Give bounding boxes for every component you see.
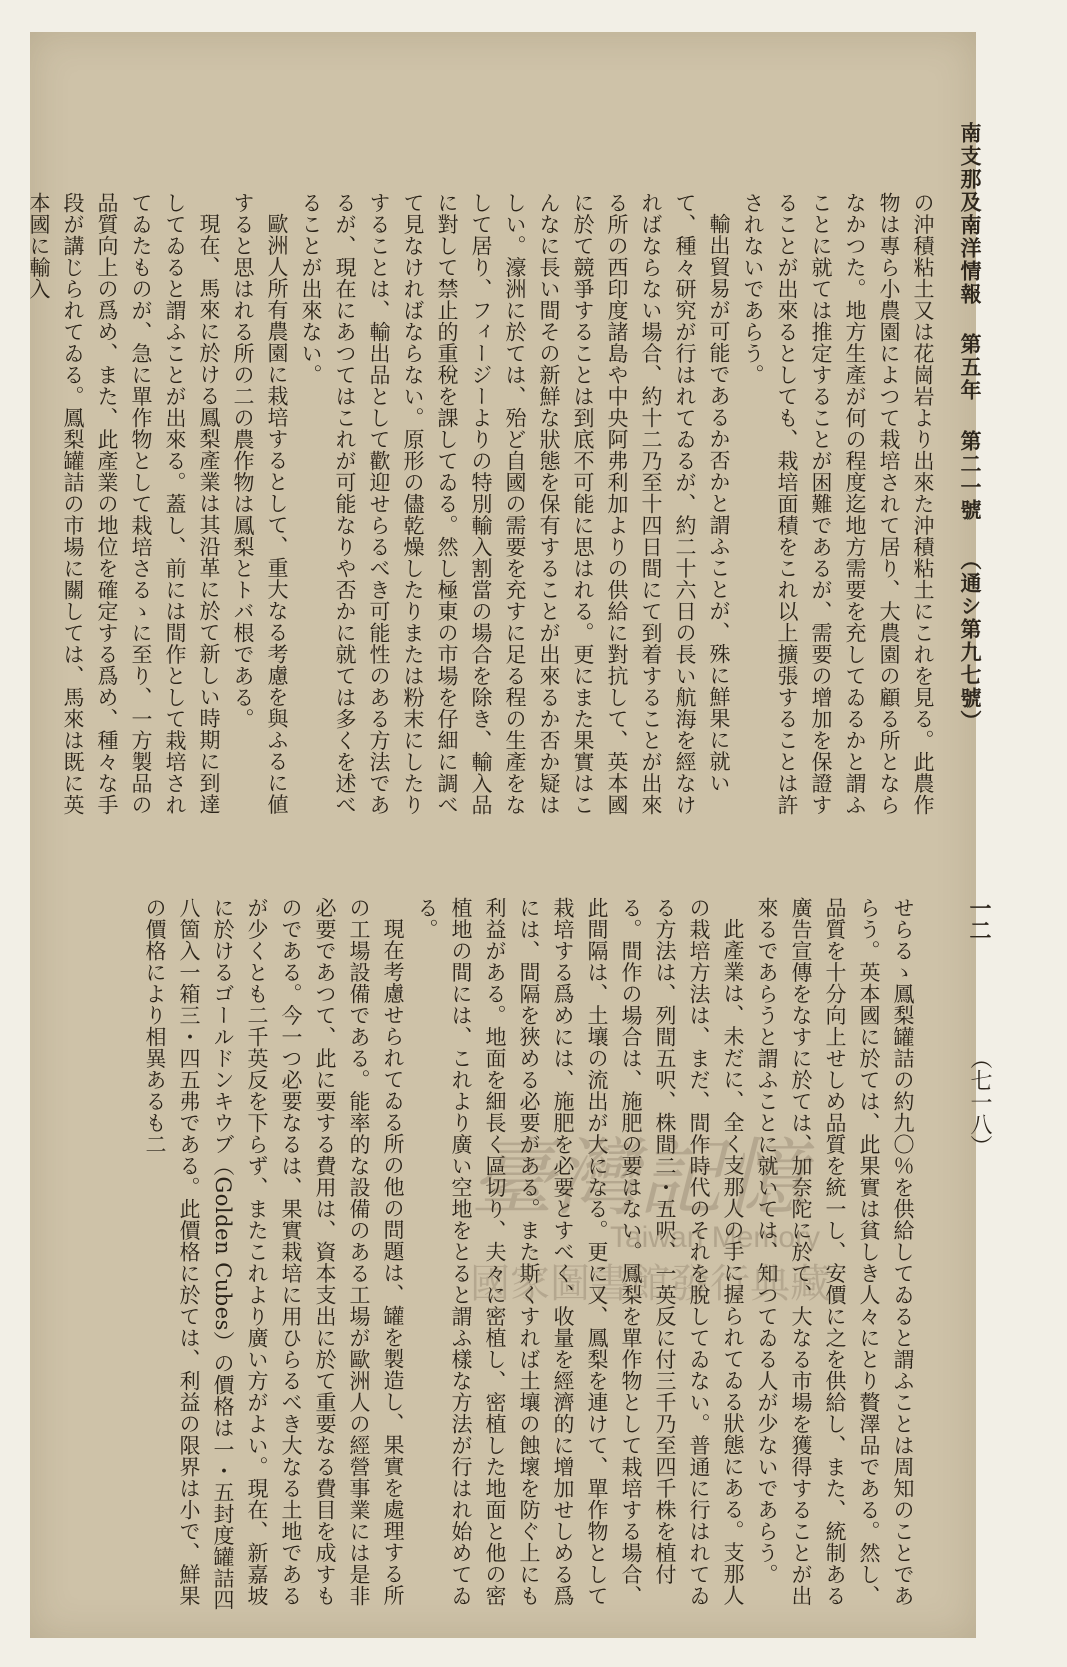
- page-reference: （七一八）: [967, 1047, 992, 1157]
- paragraph: せらるゝ鳳梨罐詰の約九〇％を供給してゐると謂ふことは周知のことであらう。英本國に於ては、此果實は貧しき人々にとり贅澤品である。然し、品質を十分向上せしめ品質を統一し、安價に之を供給し、また、統制ある廣告宣傳をなすに於ては、加奈陀に於て、大なる市場を獲得することが出來るであらうと謂ふことに就いては、知つてゐる人が少ないであらう。: [755, 897, 915, 1607]
- paragraph: 歐洲人所有農園に栽培するとして、重大なる考慮を與ふるに値すると思はれる所の二の農作物は鳳梨とトバ根である。: [231, 192, 289, 815]
- watermark-latin: Taiwan Memory: [610, 1221, 821, 1254]
- paragraph: 輸出貿易が可能であるか否かと謂ふことが、殊に鮮果に就いて、種々研究が行はれてゐるが、約二十六日の長い航海を經なければならない場合、約十二乃至十四日間にて到着することが出來る所の西印度諸島や中央阿弗利加よりの供給に對抗して、英本國に於て競爭することは到底不可能に思はれる。更にまた果實はこんなに長い間その新鮮な狀態を保有することが出來るか否か疑はしい。濠洲に於ては、殆ど自國の需要を充すに足る程の生產をなして居り、フィージーよりの特別輸入割當の場合を除き、輸入品に對して禁止的重稅を課してゐる。然し極東の市場を仔細に調べて見なければならない。原形の儘乾燥したりまたは粉末にしたりすることは、輸出品として歡迎せらるべき可能性のある方法であるが、現在にあつてはこれが可能なりや否かに就ては多くを述べることが出來ない。: [299, 192, 731, 816]
- issue-label: 第二一號: [958, 429, 983, 522]
- volume-label: 第五年: [958, 333, 983, 403]
- page-header: [950, 122, 990, 822]
- watermark-text: 臺灣記憶: [470, 1129, 807, 1227]
- lower-text-block: [90, 897, 920, 1617]
- publication-title: 南支那及南洋情報: [958, 122, 983, 306]
- scanned-page: [27, 32, 992, 1638]
- paragraph: 現在、馬來に於ける鳳梨產業は其沿革に於て新しい時期に到達してゐると謂ふことが出來る。蓋し、前には間作として栽培されてゐたものが、急に單作物として栽培さるゝに至り、一方製品の品質向上の爲め、また、此產業の地位を確定する爲め、種々な手段が講じられてゐる。鳳梨罐詰の市場に關しては、馬來は既に英本國に輸入: [27, 192, 221, 816]
- paragraph: の沖積粘土又は花崗岩より出來た沖積粘土にこれを見る。此農作物は專ら小農園によつて栽培されて居り、大農園の顧る所とならなかつた。地方生產が何の程度迄地方需要を充してゐるかと謂ふことに就ては推定することが困難であるが、需要の增加を保證することが出來るとしても、栽培面積をこれ以上擴張することは許されないであらう。: [741, 192, 935, 816]
- serial-label: （通シ第九七號）: [958, 548, 983, 733]
- page-number: 一二: [966, 897, 992, 941]
- watermark-sub: 國家圖書館發行典藏: [470, 1261, 830, 1307]
- upper-text-block: [27, 192, 940, 832]
- paragraph: 現在考慮せられてゐる所の他の問題は、罐を製造し、果實を處理する所の工場設備である。能率的な設備のある工場が歐洲人の經營事業には是非必要であつて、此に要する費用は、資本支出に於て重要なる費目を成すものである。今一つ必要なるは、果實栽培に用ひらるべき大なる土地であるが少くとも二千英反を下らず、またこれより廣い方がよい。現在、新嘉坡に於けるゴールドンキウブ（Golden Cubes）の價格は一・五封度罐詰四八箇入一箱三・四五弗である。此價格に於ては、利益の限界は小で、鮮果の價格により相異あるも二: [143, 897, 405, 1611]
- paragraph: 此產業は、未だに、全く支那人の手に握られてゐる狀態にある。支那人の栽培方法は、まだ、間作時代のそれを脫してゐない。普通に行はれてゐる方法は、列間五呎、株間二・五呎、一英反に付三千乃至四千株を植付る。間作の場合は、施肥の要はない。鳳梨を單作物として栽培する場合、此間隔は、土壤の流出が大になる。更に又、鳳梨を連けて、單作物として栽培する爲めには、施肥を必要とすべく、收量を經濟的に增加せしめる爲には、間隔を狹める必要がある。また斯くすれば土壤の蝕壞を防ぐ上にも利益がある。地面を細長く區切り、夫々に密植し、密植した地面と他の密植地の間には、これより廣い空地をとると謂ふ樣な方法が行はれ始めてゐる。: [415, 897, 745, 1607]
